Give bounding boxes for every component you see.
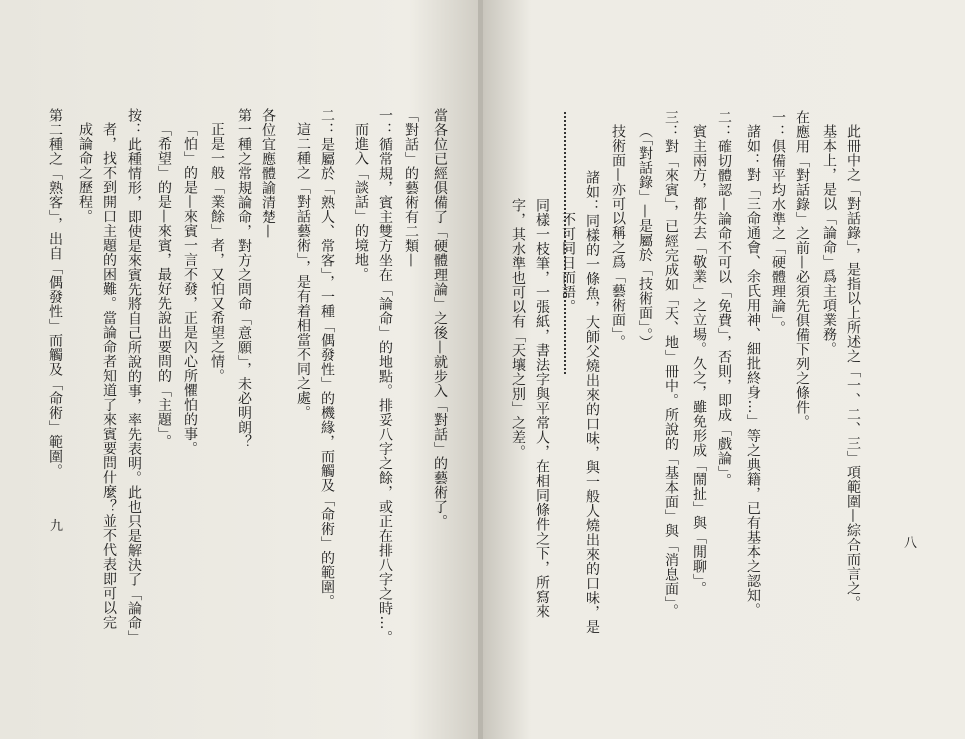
text-column: 在應用「對話錄」之前—必須先俱備下列之條件。 (794, 110, 810, 429)
text-column: 這二種之「對話藝術」，是有着相當不同之處。 (295, 122, 311, 420)
text-column: 同樣一枝筆，一張紙，書法字與平常人，在相同條件之下，所寫來 (534, 198, 550, 619)
text-column: 而進入「談話」的境地。 (353, 122, 369, 282)
text-column: 基本上，是以「論命」爲主項業務。 (821, 124, 837, 356)
text-column: 成論命之歷程。 (77, 122, 93, 224)
text-column: 「對話」的藝術有二類— (403, 108, 419, 268)
text-column: 者，找不到開口主題的困難。當論命者知道了來賓要問什麼？並不代表即可以完 (101, 122, 117, 630)
text-column: 一：循常規，賓主雙方坐在「論命」的地點。排妥八字之餘，或正在排八字之時…。 (377, 108, 393, 645)
text-column: 當各位已經俱備了「硬體理論」之後—就步入「對話」的藝術了。 (432, 108, 448, 529)
text-column: 諸如：對「三命通會、余氏用神、細批終身…」等之典籍，已有基本之認知。 (745, 124, 761, 617)
text-column: 第一種之常規論命，對方之問命「意願」，未必明朗？ (236, 108, 252, 449)
text-column: 賓主兩方，都失去「敬業」之立場。久之，雖免形成「鬧扯」與「閒聊」。 (691, 124, 707, 596)
text-column: 一：俱備平均水準之「硬體理論」。 (770, 110, 786, 335)
right-page (483, 0, 965, 739)
text-column: 正是一般「業餘」者，又怕又希望之情。 (209, 122, 225, 383)
text-column: 二：是屬於「熟人、常客」，一種「偶發性」的機緣，而觸及「命術」的範圍。 (319, 108, 335, 609)
text-column: 不可同日而語。 (560, 212, 576, 314)
text-column: （「對話錄」—是屬於「技術面」。） (637, 124, 653, 350)
text-column: 「希望」的是—來賓，最好先說出要問的「主題」。 (156, 122, 172, 449)
text-column: 二：確切體認—論命不可以「免費」，否則，即成「戲論」。 (716, 110, 732, 488)
text-column: 三：對「來賓」，已經完成如「天、地」冊中。所說的「基本面」與「消息面」。 (663, 110, 679, 618)
text-column: 技術面—亦可以稱之爲「藝術面」。 (610, 124, 626, 349)
text-column: 第二種之「熟客」，出自「偶發性」而觸及「命術」範圍。 (47, 108, 63, 478)
text-column: 諸如：同樣的一條魚，大師父燒出來的口味，與一般人燒出來的口味，是 (584, 170, 600, 634)
dotted-divider (564, 112, 566, 374)
left-page (0, 0, 482, 739)
text-column: 字，其水準也可以有「天壤之別」之差。 (510, 198, 526, 459)
text-column: 此冊中之「對話錄」，是指以上所述之「一、二、三」項範圍—綜合而言之。 (845, 124, 861, 610)
page-number: 八 (904, 536, 918, 551)
page-number: 九 (50, 519, 64, 534)
text-column: 各位宜應體諭清楚— (260, 108, 276, 239)
text-column: 「怕」的是—來賓一言不發，正是內心所懼怕的事。 (182, 122, 198, 456)
text-column: 按：此種情形，即使是來賓先將自己所說的事，率先表明。此也只是解決了「論命」 (126, 108, 142, 645)
